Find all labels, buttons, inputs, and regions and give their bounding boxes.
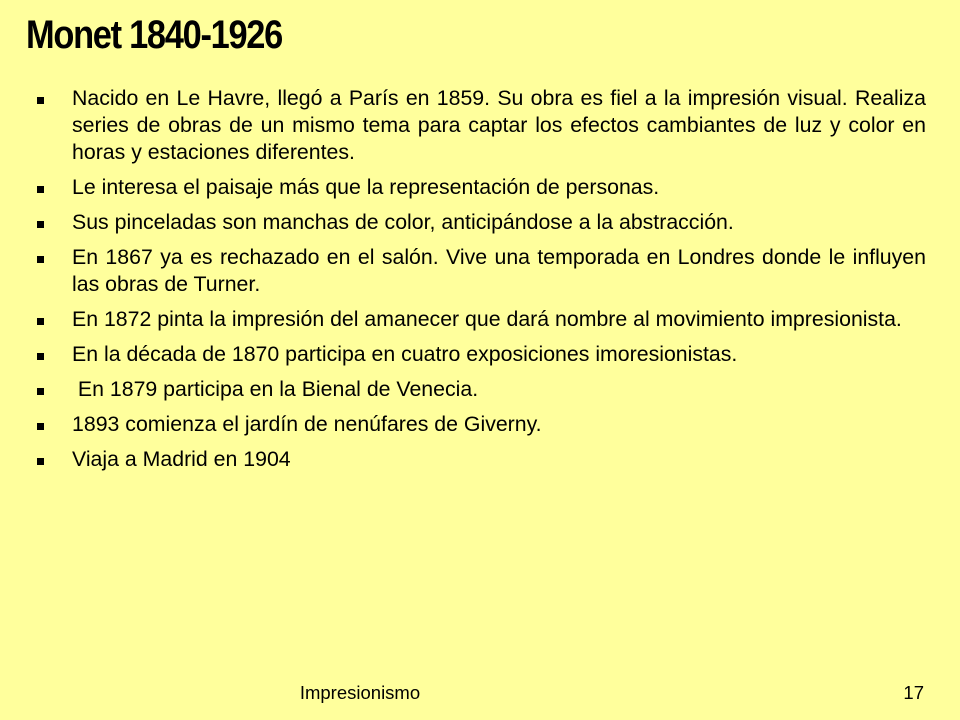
square-bullet-icon bbox=[37, 458, 44, 465]
slide-title: Monet 1840-1926 bbox=[26, 13, 282, 57]
square-bullet-icon bbox=[37, 388, 44, 395]
bullet-text: Viaja a Madrid en 1904 bbox=[72, 447, 291, 471]
square-bullet-icon bbox=[37, 221, 44, 228]
footer-text: Impresionismo bbox=[299, 682, 421, 703]
square-bullet-icon bbox=[37, 353, 44, 360]
bullet-text: Le interesa el paisaje más que la representación de personas. bbox=[72, 175, 660, 199]
square-bullet-icon bbox=[37, 318, 44, 325]
square-bullet-icon bbox=[37, 256, 44, 263]
list-item bbox=[36, 411, 926, 438]
bullet-text: En 1872 pinta la impresión del amanecer que dará nombre al movimiento impresionista. bbox=[72, 307, 902, 331]
square-bullet-icon bbox=[37, 97, 44, 104]
bullet-list bbox=[36, 85, 926, 481]
list-item bbox=[36, 446, 926, 473]
page-number: 17 bbox=[903, 682, 924, 703]
bullet-text: 1893 comienza el jardín de nenúfares de Giverny. bbox=[72, 412, 542, 436]
list-item bbox=[36, 341, 926, 368]
list-item bbox=[36, 209, 926, 236]
list-item bbox=[36, 174, 926, 201]
list-item bbox=[36, 85, 926, 166]
bullet-text: En 1867 ya es rechazado en el salón. Vive una temporada en Londres donde le influyen las obras de Turner. bbox=[72, 245, 926, 296]
square-bullet-icon bbox=[37, 423, 44, 430]
bullet-text: Nacido en Le Havre, llegó a París en 1859. Su obra es fiel a la impresión visual. Realiza series de obras de un mismo tema para captar los efectos cambiantes de luz y color en horas y estaciones diferentes. bbox=[72, 86, 926, 164]
square-bullet-icon bbox=[37, 186, 44, 193]
list-item bbox=[36, 376, 926, 403]
list-item bbox=[36, 244, 926, 298]
bullet-text: Sus pinceladas son manchas de color, anticipándose a la abstracción. bbox=[72, 210, 734, 234]
list-item bbox=[36, 306, 926, 333]
bullet-text: En la década de 1870 participa en cuatro exposiciones imoresionistas. bbox=[72, 342, 738, 366]
bullet-text: En 1879 participa en la Bienal de Venecia. bbox=[72, 377, 479, 401]
